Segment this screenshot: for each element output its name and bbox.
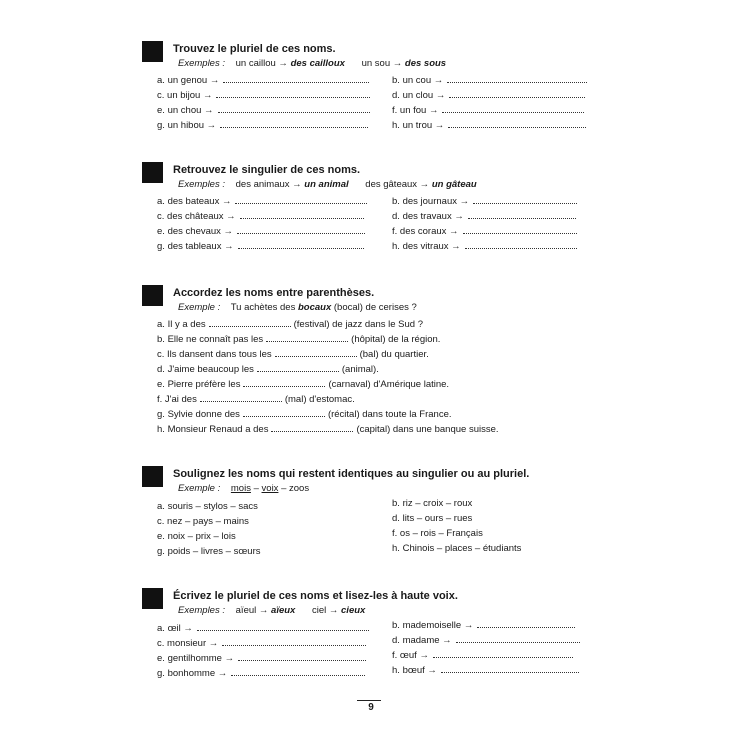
list-item: d. madame →	[392, 633, 580, 647]
list-item: h. des vitraux →	[392, 239, 577, 253]
word-group[interactable]: c. nez – pays – mains	[157, 516, 249, 527]
answer-blank[interactable]	[257, 362, 339, 372]
answer-blank[interactable]	[456, 633, 580, 643]
list-item: c. des châteaux →	[157, 209, 364, 223]
exercise-title: Trouvez le pluriel de ces noms.	[173, 43, 336, 55]
sentence-item: d. J'aime beaucoup les (animal).	[157, 364, 379, 375]
exercise-title: Soulignez les noms qui restent identiques au singulier ou au pluriel.	[173, 468, 530, 480]
answer-blank[interactable]	[222, 636, 366, 646]
answer-blank[interactable]	[266, 332, 348, 342]
exercise-marker	[142, 285, 163, 306]
answer-blank[interactable]	[243, 407, 325, 417]
exercise-singular	[142, 162, 602, 262]
answer-blank[interactable]	[218, 103, 370, 113]
list-item: f. des coraux →	[392, 224, 577, 238]
list-item: f. un fou →	[392, 103, 584, 117]
page-number: 9	[368, 702, 374, 713]
answer-blank[interactable]	[473, 194, 577, 204]
answer-blank[interactable]	[441, 663, 579, 673]
answer-blank[interactable]	[243, 377, 325, 387]
answer-blank[interactable]	[200, 392, 282, 402]
answer-blank[interactable]	[465, 239, 577, 249]
answer-blank[interactable]	[235, 194, 367, 204]
answer-blank[interactable]	[231, 666, 365, 676]
answer-blank[interactable]	[237, 224, 365, 234]
word-group[interactable]: g. poids – livres – sœurs	[157, 546, 261, 557]
list-item: e. un chou →	[157, 103, 370, 117]
exercise-marker	[142, 588, 163, 609]
answer-blank[interactable]	[216, 88, 370, 98]
answer-blank[interactable]	[223, 73, 369, 83]
word-group[interactable]: a. souris – stylos – sacs	[157, 501, 258, 512]
exercise-examples: Exemple : mois – voix – zoos	[178, 483, 310, 494]
list-item: h. un trou →	[392, 118, 586, 132]
exercise-plural-aloud	[142, 588, 602, 688]
exercise-title: Accordez les noms entre parenthèses.	[173, 287, 375, 299]
sentence-item: a. Il y a des (festival) de jazz dans le Sud ?	[157, 319, 423, 330]
list-item: c. un bijou →	[157, 88, 370, 102]
word-group[interactable]: b. riz – croix – roux	[392, 498, 473, 509]
answer-blank[interactable]	[271, 422, 353, 432]
exercise-title: Retrouvez le singulier de ces noms.	[173, 164, 361, 176]
list-item: b. un cou →	[392, 73, 587, 87]
word-group[interactable]: h. Chinois – places – étudiants	[392, 543, 522, 554]
sentence-item: b. Elle ne connaît pas les (hôpital) de la région.	[157, 334, 441, 345]
answer-blank[interactable]	[238, 239, 364, 249]
list-item: d. des travaux →	[392, 209, 576, 223]
list-item: b. mademoiselle →	[392, 618, 575, 632]
exercise-examples: Exemples : des animaux → un animal des gâteaux → un gâteau	[178, 179, 477, 190]
exercise-plural	[142, 41, 602, 141]
answer-blank[interactable]	[220, 118, 368, 128]
exercise-agreement	[142, 285, 602, 435]
exercise-marker	[142, 466, 163, 487]
answer-blank[interactable]	[442, 103, 584, 113]
answer-blank[interactable]	[463, 224, 577, 234]
word-group[interactable]: f. os – rois – Français	[392, 528, 483, 539]
list-item: g. bonhomme →	[157, 666, 365, 680]
answer-blank[interactable]	[433, 648, 573, 658]
list-item: a. des bateaux →	[157, 194, 367, 208]
answer-blank[interactable]	[209, 317, 291, 327]
list-item: b. des journaux →	[392, 194, 577, 208]
list-item: e. gentilhomme →	[157, 651, 366, 665]
sentence-item: g. Sylvie donne des (récital) dans toute la France.	[157, 409, 452, 420]
answer-blank[interactable]	[449, 88, 585, 98]
exercise-marker	[142, 162, 163, 183]
sentence-item: f. J'ai des (mal) d'estomac.	[157, 394, 355, 405]
list-item: f. œuf →	[392, 648, 573, 662]
list-item: d. un clou →	[392, 88, 585, 102]
answer-blank[interactable]	[447, 73, 587, 83]
answer-blank[interactable]	[238, 651, 366, 661]
exercise-title: Écrivez le pluriel de ces noms et lisez-les à haute voix.	[173, 590, 458, 602]
list-item: e. des chevaux →	[157, 224, 365, 238]
word-group[interactable]: d. lits – ours – rues	[392, 513, 473, 524]
answer-blank[interactable]	[477, 618, 575, 628]
list-item: h. bœuf →	[392, 663, 579, 677]
page-number-rule	[357, 700, 381, 701]
list-item: c. monsieur →	[157, 636, 366, 650]
exercise-underline	[142, 466, 602, 566]
answer-blank[interactable]	[275, 347, 357, 357]
answer-blank[interactable]	[240, 209, 364, 219]
exercise-examples: Exemples : aïeul → aïeux ciel → cieux	[178, 605, 366, 616]
answer-blank[interactable]	[468, 209, 576, 219]
sentence-item: c. Ils dansent dans tous les (bal) du quartier.	[157, 349, 429, 360]
sentence-item: e. Pierre préfère les (carnaval) d'Amérique latine.	[157, 379, 450, 390]
list-item: g. un hibou →	[157, 118, 368, 132]
exercise-marker	[142, 41, 163, 62]
exercise-examples: Exemple : Tu achètes des bocaux (bocal) de cerises ?	[178, 302, 417, 313]
answer-blank[interactable]	[197, 621, 369, 631]
word-group[interactable]: e. noix – prix – lois	[157, 531, 236, 542]
answer-blank[interactable]	[448, 118, 586, 128]
list-item: a. un genou →	[157, 73, 369, 87]
list-item: a. œil →	[157, 621, 369, 635]
exercise-examples: Exemples : un caillou → des cailloux un sou → des sous	[178, 58, 447, 69]
list-item: g. des tableaux →	[157, 239, 364, 253]
sentence-item: h. Monsieur Renaud a des (capital) dans une banque suisse.	[157, 424, 499, 435]
